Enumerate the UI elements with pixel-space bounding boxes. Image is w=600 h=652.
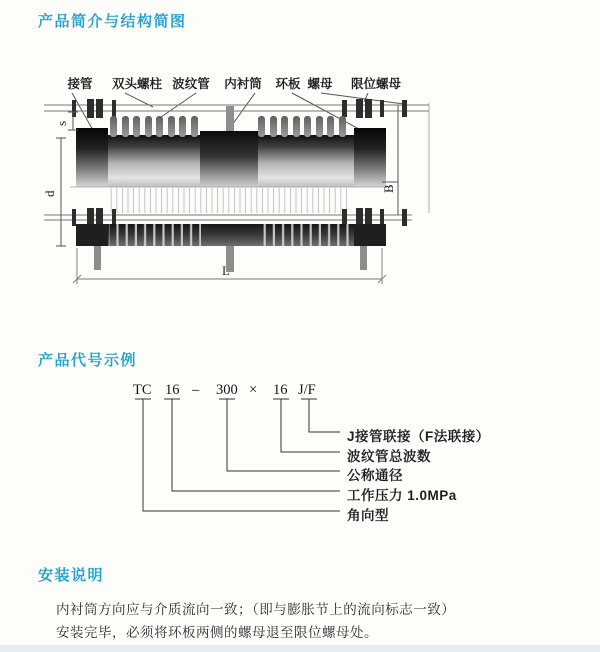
install-note-nut-position: 安装完毕，必须将环板两侧的螺母退至限位螺母处。 xyxy=(56,625,378,640)
callout-angular-type: 角向型 xyxy=(347,508,389,523)
part-label-jieguan: 接管 xyxy=(67,77,93,91)
callout-wave-count: 波纹管总波数 xyxy=(347,449,431,464)
leader-lines xyxy=(72,93,404,132)
section-title-code-example: 产品代号示例 xyxy=(38,352,138,369)
page-bottom-edge xyxy=(0,645,600,652)
dim-label-s: s xyxy=(54,120,69,126)
code-token-waves: 16 xyxy=(273,382,288,398)
part-label-luomu: 螺母 xyxy=(307,77,333,91)
part-label-shuangtouluozhu: 双头螺柱 xyxy=(111,77,163,91)
part-label-huanban: 环板 xyxy=(275,77,301,91)
code-token-diameter: 300 xyxy=(216,382,238,398)
callout-working-pressure: 工作压力 1.0MPa xyxy=(347,488,457,503)
dim-b-lines xyxy=(382,103,429,215)
section-title-structure: 产品简介与结构简图 xyxy=(38,13,187,30)
structure-diagram xyxy=(30,72,440,310)
code-token-times: × xyxy=(249,382,258,398)
section-title-installation: 安装说明 xyxy=(38,567,105,584)
dim-label-b: B xyxy=(381,184,396,193)
dim-s-lines xyxy=(68,112,78,130)
code-token-dash: – xyxy=(192,382,200,398)
code-token-type: TC xyxy=(133,382,152,398)
center-stud-top xyxy=(226,106,234,133)
code-token-connection: J/F xyxy=(298,382,316,398)
callout-connection: J接管联接（F法联接） xyxy=(347,429,490,444)
callout-nominal-diameter: 公称通径 xyxy=(347,468,403,483)
hatch-lower xyxy=(109,188,349,213)
dim-label-l: L xyxy=(222,263,230,278)
dim-label-d: d xyxy=(42,190,57,197)
joint-body-lower xyxy=(76,224,386,246)
code-token-pressure: 16 xyxy=(165,382,180,398)
joint-body-upper xyxy=(76,128,386,187)
hanging-studs xyxy=(94,246,367,272)
part-label-xianweiluomu: 限位螺母 xyxy=(350,77,402,91)
install-note-flow-direction: 内衬筒方向应与介质流向一致；（即与膨胀节上的流向标志一致） xyxy=(56,602,456,617)
part-label-neichentong: 内衬筒 xyxy=(224,77,262,91)
part-label-bowenguan: 波纹管 xyxy=(172,77,210,91)
dim-d-lines xyxy=(56,138,66,246)
